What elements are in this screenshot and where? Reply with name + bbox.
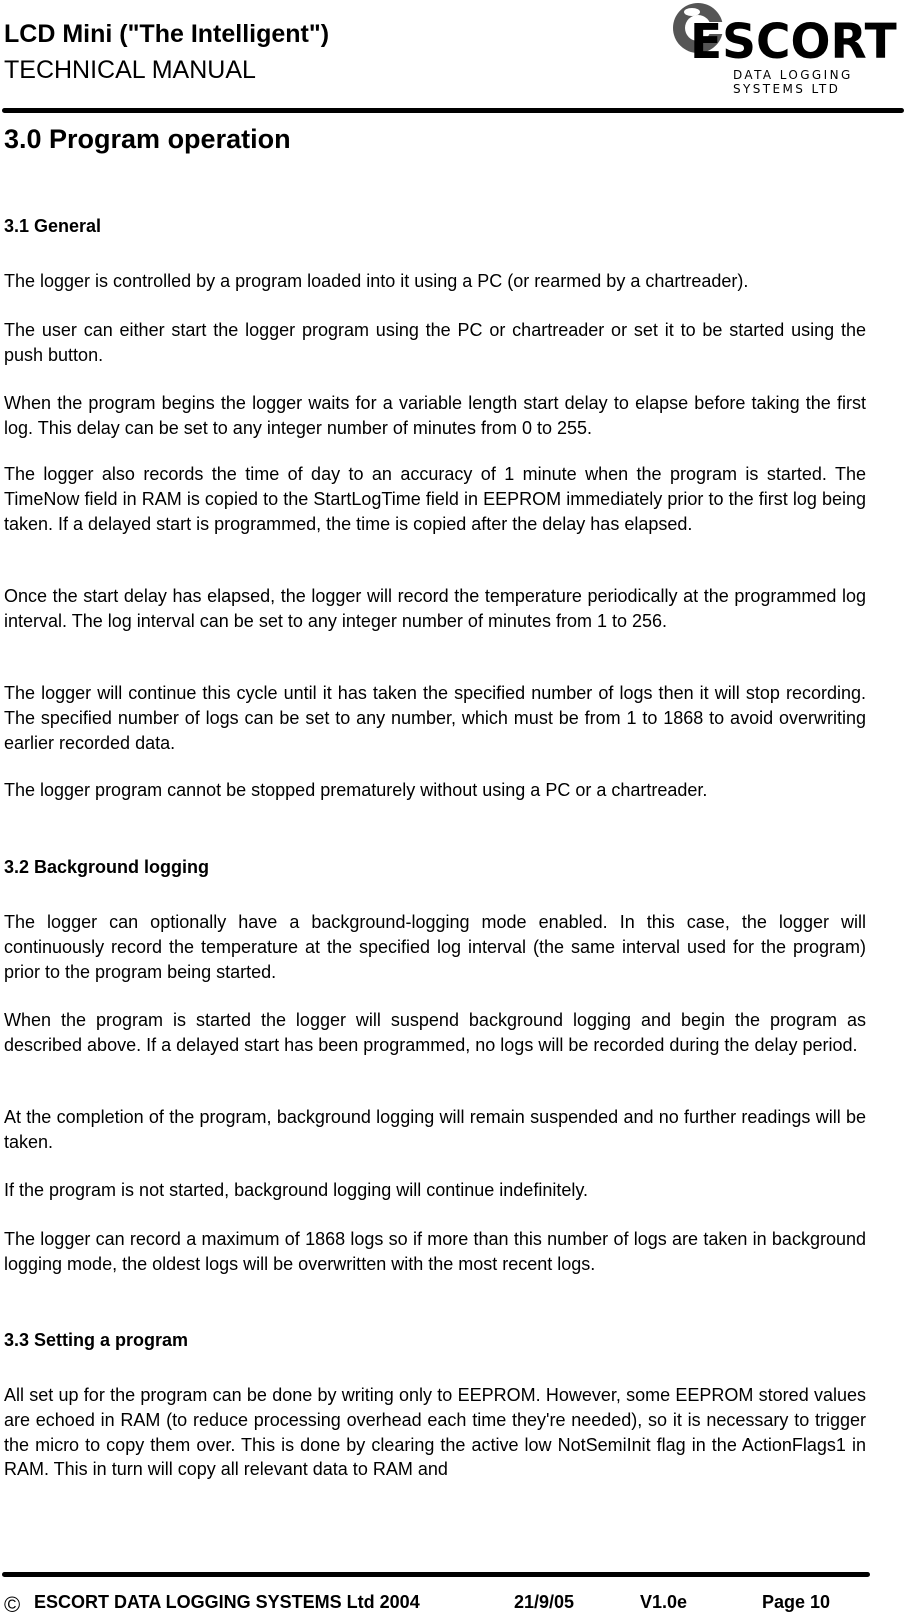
document-title: LCD Mini ("The Intelligent") [4,20,330,48]
footer-version: V1.0e [640,1592,688,1612]
paragraph: The logger can optionally have a background-logging mode enabled. In this case, the logger will continuously record the temperature at the specified log interval (the same interval used for the program) prior to the program being started. [4,912,866,982]
logo-wordmark: ESCORT [690,14,897,70]
paragraph: Once the start delay has elapsed, the logger will record the temperature periodically at the programmed log interval. The log interval can be set to any integer number of minutes from 1 to 256. [4,586,866,631]
paragraph: The logger will continue this cycle until it has taken the specified number of logs then it will stop recording. The specified number of logs can be set to any number, which must be from 1 to 1868 to avoid overwriting earlier recorded data. [4,683,866,753]
section-title: 3.0 Program operation [4,124,291,154]
paragraph: When the program is started the logger will suspend background logging and begin the program as described above. If a delayed start has been programmed, no logs will be recorded during the delay period. [4,1010,866,1055]
paragraph: All set up for the program can be done by writing only to EEPROM. However, some EEPROM stored values are echoed in RAM (to reduce processing overhead each time they're needed), so it is necessary to trigger the micro to copy them over. This is done by clearing the active low NotSemiInit flag in the ActionFlags1 in RAM. This in turn will copy all relevant data to RAM and [4,1385,866,1480]
copyright-icon: © [4,1592,21,1617]
footer-divider [2,1572,870,1577]
document-subtitle: TECHNICAL MANUAL [4,56,256,84]
heading-general: 3.1 General [4,216,102,236]
footer-company: ESCORT DATA LOGGING SYSTEMS Ltd 2004 [34,1592,420,1612]
escort-logo [668,0,908,96]
heading-setting-program: 3.3 Setting a program [4,1330,189,1350]
logo-tagline: DATA LOGGING SYSTEMS LTD [733,68,853,96]
paragraph: When the program begins the logger waits for a variable length start delay to elapse before taking the first log. This delay can be set to any integer number of minutes from 0 to 255. [4,393,866,438]
paragraph: The logger is controlled by a program loaded into it using a PC (or rearmed by a chartreader). [4,271,749,291]
paragraph: If the program is not started, background logging will continue indefinitely. [4,1180,588,1200]
paragraph: The user can either start the logger program using the PC or chartreader or set it to be started using the push button. [4,320,866,365]
paragraph: At the completion of the program, background logging will remain suspended and no further readings will be taken. [4,1107,866,1152]
footer-date: 21/9/05 [514,1592,575,1612]
page-footer [4,1592,870,1618]
paragraph: The logger also records the time of day to an accuracy of 1 minute when the program is started. The TimeNow field in RAM is copied to the StartLogTime field in EEPROM immediately prior to the first log being taken. If a delayed start is programmed, the time is copied after the delay has elapsed. [4,464,866,534]
paragraph: The logger can record a maximum of 1868 logs so if more than this number of logs are taken in background logging mode, the oldest logs will be overwritten with the most recent logs. [4,1229,866,1274]
header-divider [2,108,904,113]
footer-page-number: Page 10 [762,1592,831,1612]
paragraph: The logger program cannot be stopped prematurely without using a PC or a chartreader. [4,780,708,800]
heading-background-logging: 3.2 Background logging [4,857,210,877]
